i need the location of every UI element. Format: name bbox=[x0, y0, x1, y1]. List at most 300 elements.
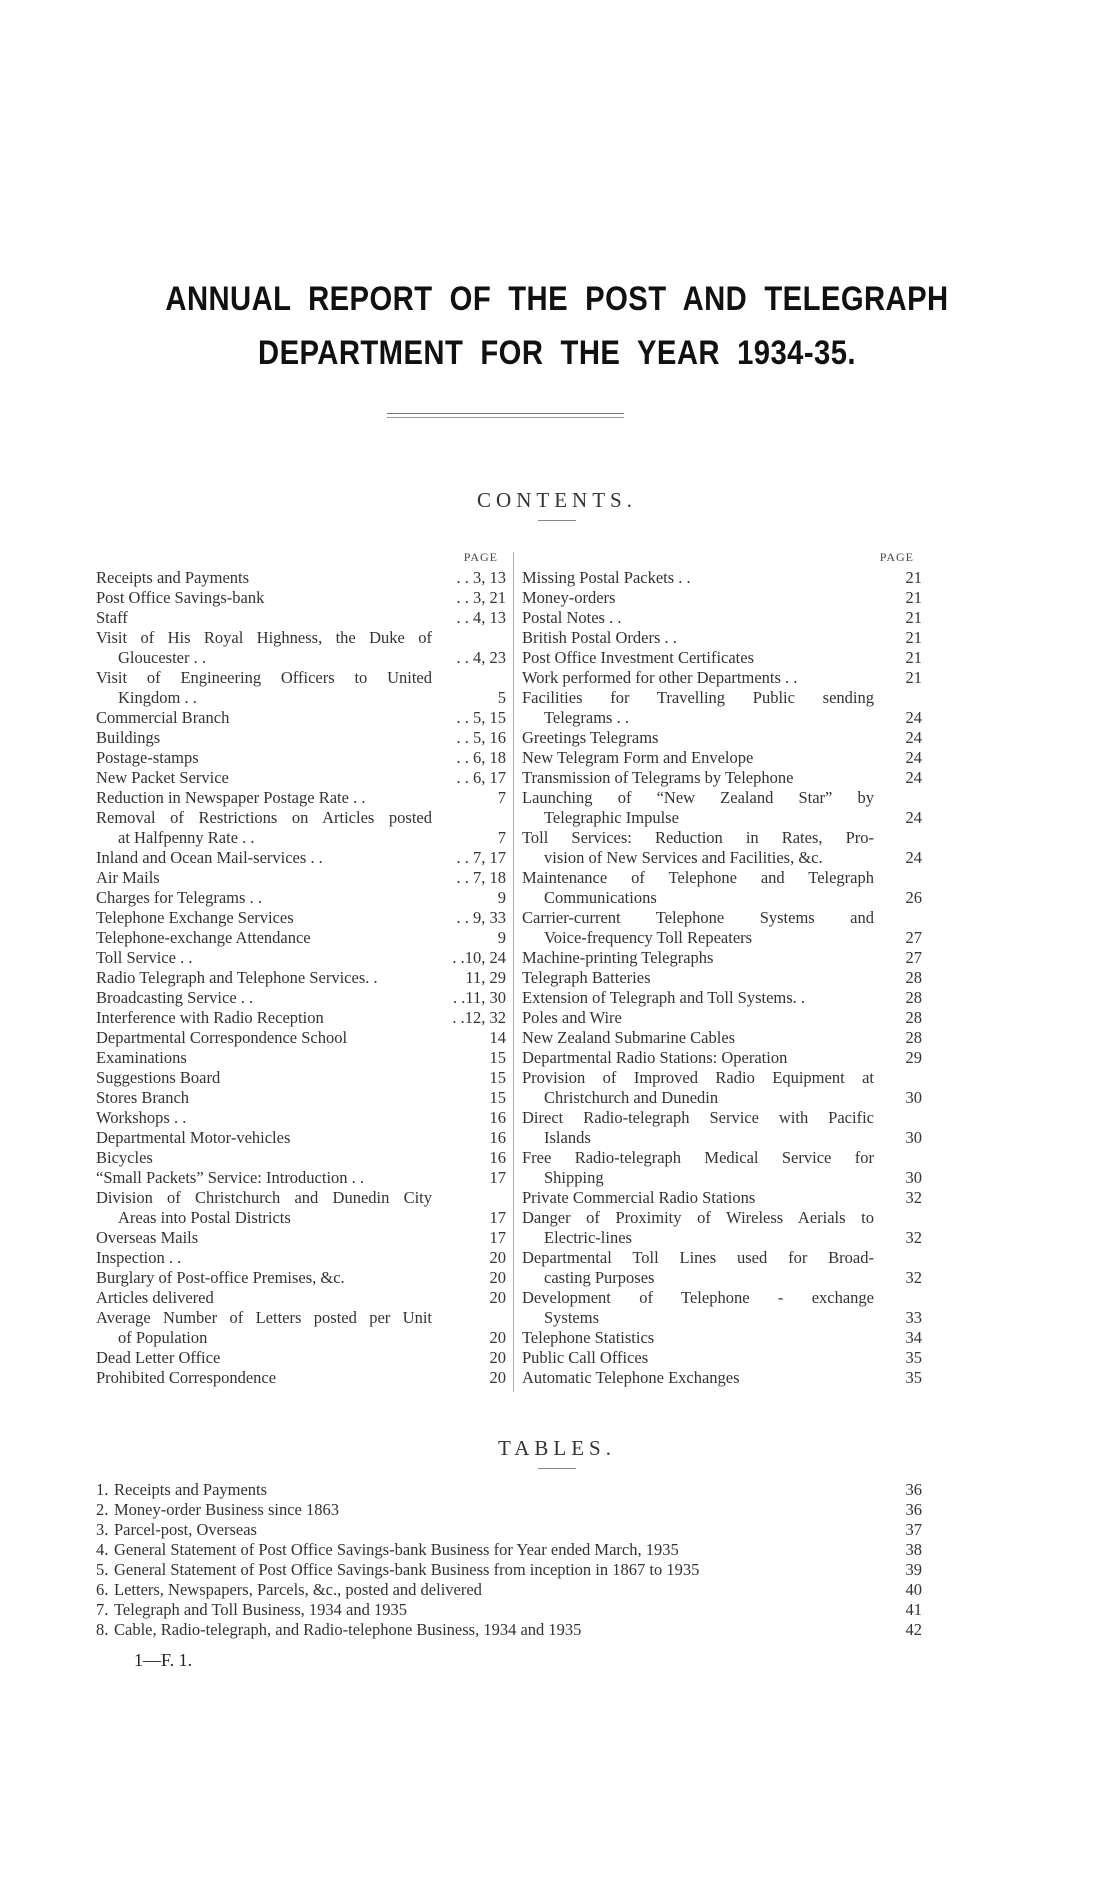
contents-entry-line: Articles delivered bbox=[96, 1288, 214, 1307]
contents-entry-page: . . 4, 23 bbox=[456, 648, 506, 667]
contents-entry-line: New Packet Service bbox=[96, 768, 229, 787]
contents-entry-page: . . 7, 18 bbox=[456, 868, 506, 887]
contents-entry-page: 32 bbox=[905, 1188, 922, 1207]
contents-entry-title bbox=[96, 628, 432, 668]
contents-entry-line: Facilities for Travelling Public sending bbox=[522, 688, 874, 707]
contents-entry-line: Public Call Offices bbox=[522, 1348, 649, 1367]
contents-entry bbox=[96, 1048, 506, 1068]
contents-entry-page: 17 bbox=[489, 1168, 506, 1187]
contents-entry-title bbox=[522, 968, 874, 988]
contents-entry bbox=[96, 1088, 506, 1108]
table-title: Letters, Newspapers, Parcels, &c., posted and delivered bbox=[114, 1580, 482, 1599]
contents-entry-page: 16 bbox=[489, 1148, 506, 1167]
contents-entry-title bbox=[522, 588, 874, 608]
contents-entry bbox=[522, 788, 922, 828]
contents-entry-page: . . 6, 18 bbox=[456, 748, 506, 767]
contents-entry-line: Electric-lines bbox=[544, 1228, 632, 1247]
contents-entry-page: 15 bbox=[489, 1068, 506, 1087]
contents-entry bbox=[96, 1368, 506, 1388]
contents-entry-page: 17 bbox=[489, 1208, 506, 1227]
contents-right-list bbox=[522, 568, 922, 1388]
contents-entry bbox=[522, 1368, 922, 1388]
report-title-line-2: DEPARTMENT FOR THE YEAR 1934-35. bbox=[258, 334, 856, 372]
table-page: 36 bbox=[905, 1500, 922, 1519]
contents-entry-page: 20 bbox=[489, 1288, 506, 1307]
table-page: 42 bbox=[905, 1620, 922, 1639]
contents-entry bbox=[522, 1008, 922, 1028]
contents-right-column bbox=[522, 550, 922, 1388]
contents-entry-page: 7 bbox=[497, 828, 506, 847]
table-page: 40 bbox=[905, 1580, 922, 1599]
contents-entry-page: 14 bbox=[489, 1028, 506, 1047]
contents-entry bbox=[522, 588, 922, 608]
contents-entry-title bbox=[96, 568, 432, 588]
contents-entry bbox=[96, 808, 506, 848]
table-page: 36 bbox=[905, 1480, 922, 1499]
contents-entry-page: 35 bbox=[905, 1368, 922, 1387]
contents-entry-title bbox=[522, 1148, 874, 1188]
contents-entry-line: Missing Postal Packets . . bbox=[522, 568, 691, 587]
tables-underline bbox=[538, 1468, 576, 1469]
contents-entry bbox=[96, 1268, 506, 1288]
contents-entry-line: Kingdom . . bbox=[118, 688, 197, 707]
contents-heading: CONTENTS. bbox=[477, 488, 637, 512]
contents-entry bbox=[96, 1188, 506, 1228]
contents-underline bbox=[538, 520, 576, 521]
table-title: Receipts and Payments bbox=[114, 1480, 268, 1499]
contents-entry bbox=[96, 848, 506, 868]
contents-entry-page: . . 7, 17 bbox=[456, 848, 506, 867]
contents-entry-title bbox=[522, 768, 874, 788]
contents-entry bbox=[96, 908, 506, 928]
contents-entry-page: 20 bbox=[489, 1368, 506, 1387]
contents-entry-line: Air Mails bbox=[96, 868, 160, 887]
contents-entry-line: Shipping bbox=[544, 1168, 604, 1187]
contents-entry-title bbox=[522, 1188, 874, 1208]
contents-entry-title bbox=[522, 608, 874, 628]
contents-entry bbox=[96, 588, 506, 608]
contents-entry bbox=[96, 748, 506, 768]
contents-entry-line: Islands bbox=[544, 1128, 591, 1147]
contents-entry-line: at Halfpenny Rate . . bbox=[118, 828, 255, 847]
contents-entry bbox=[96, 1008, 506, 1028]
contents-entry-line: Work performed for other Departments . . bbox=[522, 668, 798, 687]
contents-entry-title bbox=[96, 588, 432, 608]
contents-entry-page: 21 bbox=[905, 628, 922, 647]
table-number: 4. bbox=[96, 1540, 109, 1559]
contents-entry-title bbox=[522, 788, 874, 828]
contents-entry bbox=[522, 1068, 922, 1108]
contents-entry-line: Post Office Investment Certificates bbox=[522, 648, 755, 667]
contents-entry-line: Suggestions Board bbox=[96, 1068, 221, 1087]
title-rule bbox=[387, 413, 624, 418]
table-title: Cable, Radio-telegraph, and Radio-telephone Business, 1934 and 1935 bbox=[114, 1620, 582, 1639]
contents-entry bbox=[522, 728, 922, 748]
contents-entry-line: Direct Radio-telegraph Service with Pacific bbox=[522, 1108, 874, 1127]
contents-entry-title bbox=[522, 1208, 874, 1248]
contents-entry-title bbox=[522, 1108, 874, 1148]
contents-entry-line: Telephone Exchange Services bbox=[96, 908, 294, 927]
contents-entry-title bbox=[96, 948, 432, 968]
contents-entry-line: Buildings bbox=[96, 728, 161, 747]
contents-entry-page: 15 bbox=[489, 1088, 506, 1107]
contents-entry-title bbox=[96, 1268, 432, 1288]
table-list-row bbox=[96, 1500, 922, 1520]
contents-entry-line: Division of Christchurch and Dunedin City bbox=[96, 1188, 432, 1207]
contents-entry-page: 32 bbox=[905, 1268, 922, 1287]
contents-entry-line: Toll Service . . bbox=[96, 948, 193, 967]
contents-entry-title bbox=[96, 808, 432, 848]
contents-entry bbox=[96, 928, 506, 948]
contents-entry-title bbox=[522, 908, 874, 948]
contents-entry-line: Transmission of Telegrams by Telephone bbox=[522, 768, 794, 787]
contents-entry-line: Departmental Radio Stations: Operation bbox=[522, 1048, 788, 1067]
contents-entry-line: Commercial Branch bbox=[96, 708, 230, 727]
contents-entry-page: 21 bbox=[905, 648, 922, 667]
contents-entry-title bbox=[96, 1008, 432, 1028]
contents-entry-title bbox=[96, 748, 432, 768]
contents-entry-line: Bicycles bbox=[96, 1148, 153, 1167]
contents-entry-page: 20 bbox=[489, 1248, 506, 1267]
contents-entry-line: “Small Packets” Service: Introduction . . bbox=[96, 1168, 365, 1187]
table-page: 41 bbox=[905, 1600, 922, 1619]
contents-entry-line: of Population bbox=[118, 1328, 208, 1347]
contents-entry-line: Inspection . . bbox=[96, 1248, 182, 1267]
table-list-row bbox=[96, 1600, 922, 1620]
contents-entry-page: 20 bbox=[489, 1268, 506, 1287]
contents-entry-line: Provision of Improved Radio Equipment at bbox=[522, 1068, 874, 1087]
table-number: 2. bbox=[96, 1500, 109, 1519]
contents-entry-line: Communications bbox=[544, 888, 657, 907]
contents-entry bbox=[96, 1248, 506, 1268]
contents-entry-line: Areas into Postal Districts bbox=[118, 1208, 291, 1227]
contents-entry-title bbox=[522, 828, 874, 868]
contents-entry-line: Telegraphic Impulse bbox=[544, 808, 679, 827]
contents-entry-line: Postal Notes . . bbox=[522, 608, 622, 627]
table-title: General Statement of Post Office Savings-bank Business for Year ended March, 1935 bbox=[114, 1540, 679, 1559]
contents-entry-title bbox=[522, 868, 874, 908]
contents-entry bbox=[522, 628, 922, 648]
contents-entry-title bbox=[522, 988, 874, 1008]
table-title: Money-order Business since 1863 bbox=[114, 1500, 340, 1519]
contents-entry-line: Gloucester . . bbox=[118, 648, 206, 667]
contents-entry-line: vision of New Services and Facilities, &c. bbox=[544, 848, 823, 867]
contents-entry-title bbox=[96, 1068, 432, 1088]
contents-entry-page: 9 bbox=[497, 928, 506, 947]
contents-entry bbox=[96, 788, 506, 808]
contents-entry bbox=[522, 868, 922, 908]
contents-entry bbox=[522, 1288, 922, 1328]
contents-entry-title bbox=[522, 1008, 874, 1028]
contents-entry-line: casting Purposes bbox=[544, 1268, 655, 1287]
contents-entry-title bbox=[96, 788, 432, 808]
contents-entry-title bbox=[96, 608, 432, 628]
contents-entry-line: Interference with Radio Reception bbox=[96, 1008, 324, 1027]
contents-entry-title bbox=[96, 1088, 432, 1108]
table-list-row bbox=[96, 1520, 922, 1540]
contents-entry bbox=[96, 728, 506, 748]
contents-entry-page: 32 bbox=[905, 1228, 922, 1247]
contents-entry-title bbox=[522, 1288, 874, 1328]
contents-entry-line: Danger of Proximity of Wireless Aerials to bbox=[522, 1208, 874, 1227]
contents-entry-page: . .11, 30 bbox=[452, 988, 506, 1007]
contents-entry-page: . . 5, 15 bbox=[456, 708, 506, 727]
contents-entry bbox=[522, 608, 922, 628]
contents-entry-page: 26 bbox=[905, 888, 922, 907]
contents-entry-line: Telephone Statistics bbox=[522, 1328, 655, 1347]
contents-entry bbox=[522, 668, 922, 688]
contents-entry-line: Greetings Telegrams bbox=[522, 728, 659, 747]
table-list-row bbox=[96, 1620, 922, 1640]
contents-entry-page: 16 bbox=[489, 1128, 506, 1147]
contents-entry bbox=[96, 948, 506, 968]
contents-entry-title bbox=[96, 988, 432, 1008]
contents-entry bbox=[96, 1028, 506, 1048]
contents-entry-page: 11, 29 bbox=[465, 968, 506, 987]
contents-entry-line: British Postal Orders . . bbox=[522, 628, 677, 647]
contents-entry-page: 24 bbox=[905, 848, 922, 867]
contents-entry-line: New Zealand Submarine Cables bbox=[522, 1028, 736, 1047]
table-page: 39 bbox=[905, 1560, 922, 1579]
contents-entry-title bbox=[522, 728, 874, 748]
contents-entry bbox=[522, 828, 922, 868]
contents-entry bbox=[96, 1108, 506, 1128]
contents-entry bbox=[96, 1068, 506, 1088]
contents-entry-title bbox=[522, 1348, 874, 1368]
contents-entry-title bbox=[96, 768, 432, 788]
contents-entry bbox=[96, 1308, 506, 1348]
contents-entry-line: Automatic Telephone Exchanges bbox=[522, 1368, 740, 1387]
contents-entry-page: . .12, 32 bbox=[452, 1008, 506, 1027]
contents-entry bbox=[96, 868, 506, 888]
contents-entry-title bbox=[96, 1168, 432, 1188]
contents-entry-title bbox=[96, 928, 432, 948]
contents-entry-page: 30 bbox=[905, 1128, 922, 1147]
contents-entry-page: 24 bbox=[905, 768, 922, 787]
contents-entry-title bbox=[96, 668, 432, 708]
contents-entry-line: Receipts and Payments bbox=[96, 568, 250, 587]
table-page: 37 bbox=[905, 1520, 922, 1539]
contents-entry-line: Workshops . . bbox=[96, 1108, 187, 1127]
contents-entry bbox=[96, 988, 506, 1008]
contents-entry-title bbox=[522, 628, 874, 648]
contents-entry bbox=[96, 1168, 506, 1188]
page-footer-reference: 1—F. 1. bbox=[134, 1650, 193, 1670]
contents-entry-page: 20 bbox=[489, 1348, 506, 1367]
contents-entry-line: Voice-frequency Toll Repeaters bbox=[544, 928, 753, 947]
contents-entry-line: Visit of Engineering Officers to United bbox=[96, 668, 432, 687]
contents-entry bbox=[522, 968, 922, 988]
contents-entry-page: 28 bbox=[905, 1008, 922, 1027]
table-list-row bbox=[96, 1580, 922, 1600]
contents-entry-page: 29 bbox=[905, 1048, 922, 1067]
contents-entry-line: Removal of Restrictions on Articles posted bbox=[96, 808, 432, 827]
contents-entry bbox=[522, 748, 922, 768]
contents-entry-title bbox=[96, 1048, 432, 1068]
page-column-header: PAGE bbox=[463, 550, 498, 564]
contents-entry-title bbox=[96, 1148, 432, 1168]
table-number: 8. bbox=[96, 1620, 109, 1639]
contents-entry-page: 28 bbox=[905, 1028, 922, 1047]
table-number: 1. bbox=[96, 1480, 109, 1499]
contents-entry-line: Broadcasting Service . . bbox=[96, 988, 254, 1007]
contents-entry-line: Launching of “New Zealand Star” by bbox=[522, 788, 874, 807]
contents-entry bbox=[96, 708, 506, 728]
contents-entry bbox=[522, 1248, 922, 1288]
contents-entry-line: Reduction in Newspaper Postage Rate . . bbox=[96, 788, 366, 807]
contents-entry-page: . . 3, 13 bbox=[456, 568, 506, 587]
table-list-row bbox=[96, 1480, 922, 1500]
contents-entry-page: 28 bbox=[905, 968, 922, 987]
contents-entry bbox=[522, 1328, 922, 1348]
contents-entry-line: Postage-stamps bbox=[96, 748, 199, 767]
contents-entry-title bbox=[522, 1368, 874, 1388]
contents-entry-page: . . 3, 21 bbox=[456, 588, 506, 607]
contents-entry bbox=[96, 1228, 506, 1248]
table-list-row bbox=[96, 1560, 922, 1580]
contents-entry-title bbox=[522, 948, 874, 968]
contents-entry-page: 27 bbox=[905, 948, 922, 967]
contents-entry bbox=[522, 1188, 922, 1208]
contents-entry-page: 34 bbox=[905, 1328, 922, 1347]
contents-entry-line: Radio Telegraph and Telephone Services. . bbox=[96, 968, 378, 987]
contents-entry-page: 21 bbox=[905, 608, 922, 627]
contents-entry-page: 17 bbox=[489, 1228, 506, 1247]
contents-entry-line: Maintenance of Telephone and Telegraph bbox=[522, 868, 874, 887]
contents-entry-page: . .10, 24 bbox=[452, 948, 506, 967]
contents-entry-page: 7 bbox=[497, 788, 506, 807]
contents-entry bbox=[522, 1348, 922, 1368]
contents-entry bbox=[522, 648, 922, 668]
contents-entry-title bbox=[96, 968, 432, 988]
contents-entry bbox=[522, 1048, 922, 1068]
contents-entry-line: Private Commercial Radio Stations bbox=[522, 1188, 756, 1207]
contents-entry-line: Departmental Toll Lines used for Broad- bbox=[522, 1248, 874, 1267]
contents-entry-title bbox=[522, 1248, 874, 1288]
contents-entry-line: Post Office Savings-bank bbox=[96, 588, 265, 607]
contents-entry-title bbox=[522, 1068, 874, 1108]
contents-entry bbox=[522, 688, 922, 728]
column-divider bbox=[513, 552, 514, 1392]
contents-entry-title bbox=[522, 668, 874, 688]
contents-entry-title bbox=[96, 868, 432, 888]
contents-entry-title bbox=[96, 1348, 432, 1368]
contents-entry-title bbox=[522, 1048, 874, 1068]
contents-entry-line: Toll Services: Reduction in Rates, Pro- bbox=[522, 828, 874, 847]
contents-entry-page: 20 bbox=[489, 1328, 506, 1347]
contents-entry bbox=[96, 888, 506, 908]
contents-entry-line: Telegraph Batteries bbox=[522, 968, 651, 987]
contents-left-list bbox=[96, 568, 506, 1388]
contents-entry bbox=[96, 668, 506, 708]
contents-entry-title bbox=[96, 728, 432, 748]
contents-entry-line: Telephone-exchange Attendance bbox=[96, 928, 311, 947]
contents-entry-title bbox=[522, 648, 874, 668]
contents-entry-title bbox=[96, 708, 432, 728]
tables-list bbox=[96, 1480, 922, 1640]
contents-entry-line: Staff bbox=[96, 608, 128, 627]
contents-entry bbox=[522, 768, 922, 788]
contents-entry-page: 33 bbox=[905, 1308, 922, 1327]
contents-entry-line: Charges for Telegrams . . bbox=[96, 888, 262, 907]
contents-entry-page: 21 bbox=[905, 568, 922, 587]
contents-entry-title bbox=[96, 1188, 432, 1228]
contents-entry-title bbox=[96, 1028, 432, 1048]
contents-entry bbox=[96, 1288, 506, 1308]
table-list-row bbox=[96, 1540, 922, 1560]
table-number: 6. bbox=[96, 1580, 109, 1599]
page-column-header: PAGE bbox=[879, 550, 914, 564]
contents-entry bbox=[96, 1128, 506, 1148]
contents-entry-page: 21 bbox=[905, 588, 922, 607]
contents-entry-line: Extension of Telegraph and Toll Systems. . bbox=[522, 988, 806, 1007]
table-title: Parcel-post, Overseas bbox=[114, 1520, 257, 1539]
contents-entry bbox=[96, 1148, 506, 1168]
table-number: 5. bbox=[96, 1560, 109, 1579]
contents-entry-title bbox=[522, 1328, 874, 1348]
contents-entry-line: Money-orders bbox=[522, 588, 616, 607]
contents-entry-title bbox=[96, 908, 432, 928]
contents-entry-title bbox=[96, 888, 432, 908]
contents-entry-page: 24 bbox=[905, 748, 922, 767]
contents-entry bbox=[522, 908, 922, 948]
contents-entry-title bbox=[96, 1248, 432, 1268]
contents-entry bbox=[522, 988, 922, 1008]
contents-entry bbox=[522, 568, 922, 588]
table-number: 7. bbox=[96, 1600, 109, 1619]
contents-entry-title bbox=[96, 1128, 432, 1148]
table-page: 38 bbox=[905, 1540, 922, 1559]
table-title: Telegraph and Toll Business, 1934 and 1935 bbox=[114, 1600, 407, 1619]
contents-entry-page: 27 bbox=[905, 928, 922, 947]
contents-entry-line: Telegrams . . bbox=[544, 708, 629, 727]
contents-entry-line: Machine-printing Telegraphs bbox=[522, 948, 714, 967]
contents-entry-title bbox=[522, 1028, 874, 1048]
contents-entry-line: Burglary of Post-office Premises, &c. bbox=[96, 1268, 345, 1287]
contents-entry-title bbox=[96, 1108, 432, 1128]
contents-entry-title bbox=[96, 1288, 432, 1308]
contents-entry bbox=[96, 1348, 506, 1368]
contents-entry bbox=[96, 968, 506, 988]
contents-entry bbox=[522, 1148, 922, 1188]
contents-entry-line: Stores Branch bbox=[96, 1088, 190, 1107]
report-title-line-1: ANNUAL REPORT OF THE POST AND TELEGRAPH bbox=[165, 280, 949, 318]
contents-entry-page: 24 bbox=[905, 808, 922, 827]
contents-entry bbox=[522, 1028, 922, 1048]
contents-entry-page: 15 bbox=[489, 1048, 506, 1067]
contents-entry bbox=[522, 1108, 922, 1148]
contents-entry-title bbox=[96, 1228, 432, 1248]
tables-heading: TABLES. bbox=[498, 1436, 616, 1460]
contents-entry-line: Systems bbox=[544, 1308, 600, 1327]
contents-entry-line: Departmental Motor-vehicles bbox=[96, 1128, 291, 1147]
contents-entry-page: 24 bbox=[905, 728, 922, 747]
table-title: General Statement of Post Office Savings-bank Business from inception in 1867 to 1935 bbox=[114, 1560, 700, 1579]
report-title bbox=[78, 272, 1036, 380]
contents-left-column bbox=[96, 550, 506, 1388]
contents-entry-title bbox=[522, 688, 874, 728]
contents-entry bbox=[96, 768, 506, 788]
contents-entry-line: Carrier-current Telephone Systems and bbox=[522, 908, 874, 927]
contents-entry-line: Average Number of Letters posted per Unit bbox=[96, 1308, 432, 1327]
contents-entry-page: . . 9, 33 bbox=[456, 908, 506, 927]
contents-entry bbox=[522, 1208, 922, 1248]
contents-entry-line: New Telegram Form and Envelope bbox=[522, 748, 754, 767]
contents-entry bbox=[96, 628, 506, 668]
contents-entry-title bbox=[96, 848, 432, 868]
contents-entry-line: Free Radio-telegraph Medical Service for bbox=[522, 1148, 874, 1167]
contents-entry-page: 16 bbox=[489, 1108, 506, 1127]
